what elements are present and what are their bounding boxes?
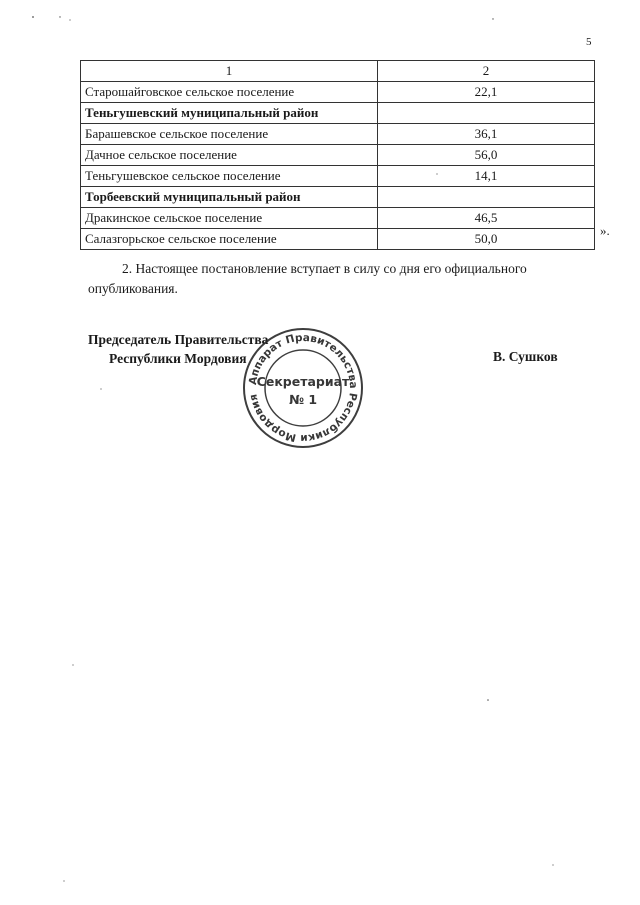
row-name: Старошайговское сельское поселение (81, 82, 378, 103)
row-value: 22,1 (378, 82, 595, 103)
closing-quote: ». (600, 223, 610, 238)
row-value: 46,5 (378, 208, 595, 229)
row-name: Салазгорьское сельское поселение (81, 229, 378, 250)
paragraph-effective-date: 2. Настоящее постановление вступает в силу со дня его официального опубликования. (88, 261, 527, 296)
signatory-name: В. Сушков (493, 349, 558, 364)
row-value: 50,0 (378, 229, 595, 250)
row-name: Дачное сельское поселение (81, 145, 378, 166)
row-name: Дракинское сельское поселение (81, 208, 378, 229)
row-name: Теньгушевский муниципальный район (81, 103, 378, 124)
row-name: Барашевское сельское поселение (81, 124, 378, 145)
seal-ring-text: Аппарат Правительства Республики Мордовия (247, 331, 360, 445)
seal-center-line2: № 1 (288, 392, 318, 407)
signatory-title-line1: Председатель Правительства (88, 332, 269, 347)
table-header-col1: 1 (81, 61, 378, 82)
row-name: Торбеевский муниципальный район (81, 187, 378, 208)
row-value: 14,1 (378, 166, 595, 187)
seal-center-line1: Секретариат (256, 374, 350, 389)
row-value: 56,0 (378, 145, 595, 166)
table-header-col2: 2 (378, 61, 595, 82)
signatory-title-line2: Республики Мордовия (109, 351, 247, 366)
row-value: 36,1 (378, 124, 595, 145)
page-number: 5 (586, 36, 592, 48)
row-name: Теньгушевское сельское поселение (81, 166, 378, 187)
